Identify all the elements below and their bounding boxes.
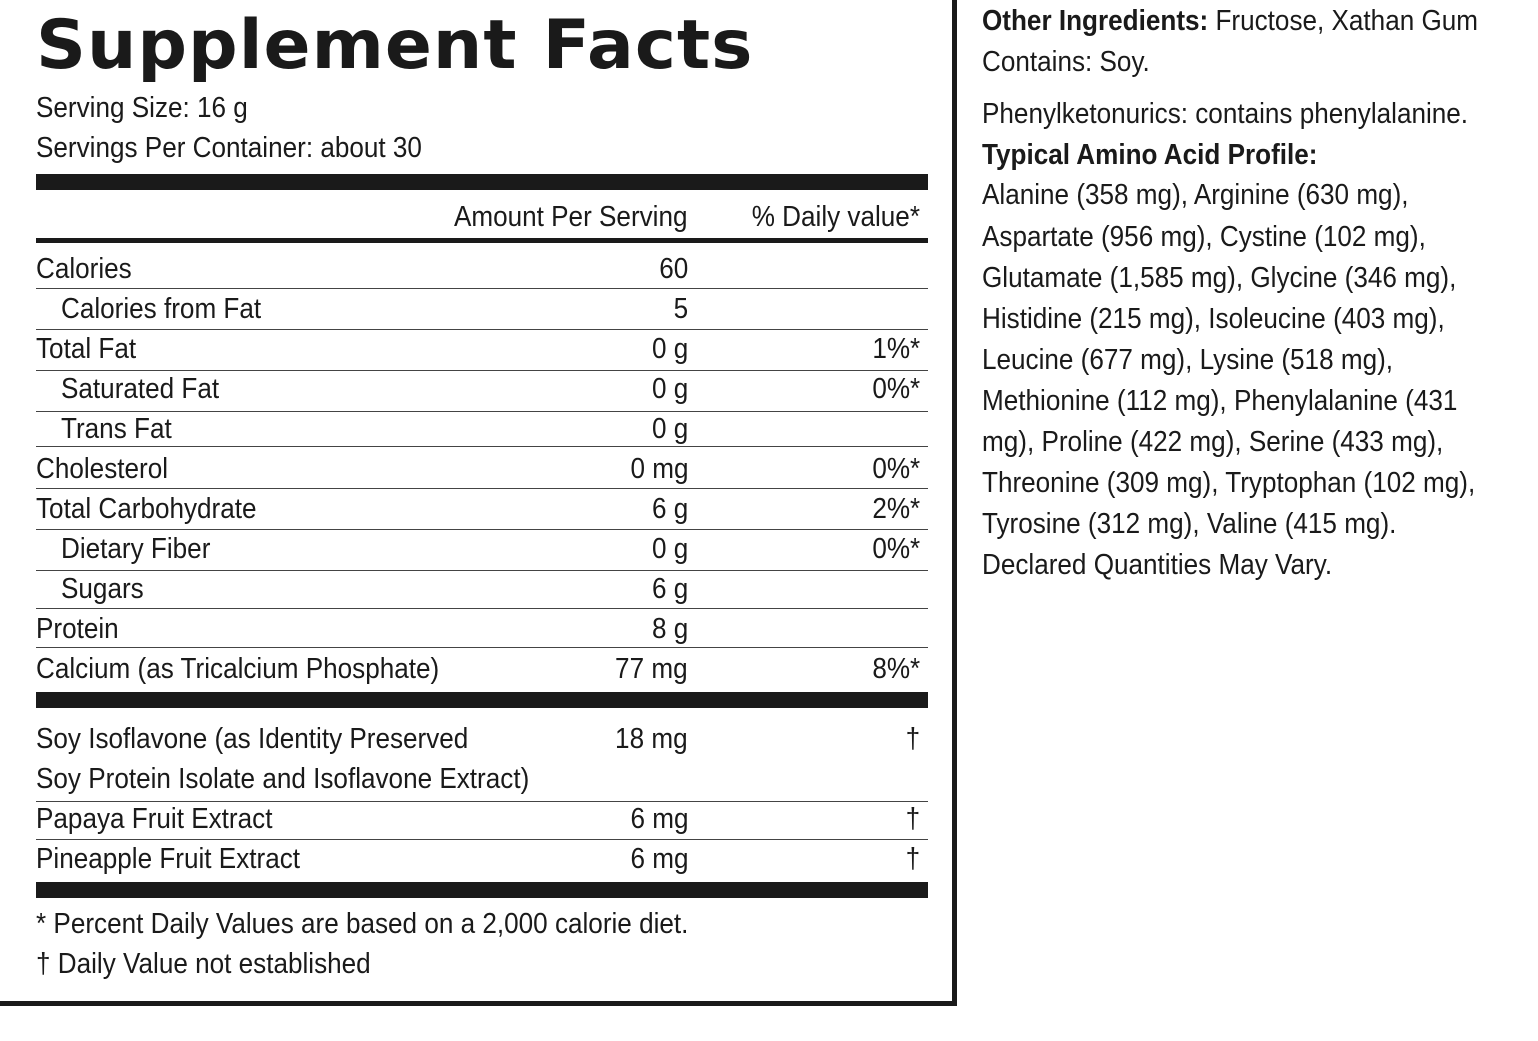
ingredient-name-line2: Soy Protein Isolate and Isoflavone Extract) xyxy=(36,763,530,795)
table-row xyxy=(36,250,928,288)
serving-size: Serving Size: 16 g xyxy=(36,92,248,124)
amino-line: mg), Proline (422 mg), Serine (433 mg), xyxy=(982,426,1444,458)
amino-line: Methionine (112 mg), Phenylalanine (431 xyxy=(982,385,1458,417)
thick-divider xyxy=(36,692,928,708)
nutrient-name: Cholesterol xyxy=(36,453,169,485)
table-row xyxy=(36,720,928,798)
table-row xyxy=(36,800,928,838)
nutrient-name: Saturated Fat xyxy=(61,373,220,405)
daily-value-column-header: % Daily value* xyxy=(751,201,920,233)
nutrient-amount: 8 g xyxy=(651,613,688,645)
ingredient-name-line1: Soy Isoflavone (as Identity Preserved xyxy=(36,723,469,755)
table-row xyxy=(36,570,928,608)
amino-line: Tyrosine (312 mg), Valine (415 mg). xyxy=(982,508,1397,540)
row-divider xyxy=(36,446,928,447)
nutrient-name: Sugars xyxy=(61,573,144,605)
nutrient-amount: 6 g xyxy=(651,573,688,605)
footnote-percent-dv: * Percent Daily Values are based on a 2,000 calorie diet. xyxy=(36,908,689,940)
nutrient-daily-value: 0%* xyxy=(872,533,920,565)
nutrient-amount: 0 g xyxy=(651,413,688,445)
nutrient-amount: 0 mg xyxy=(629,453,688,485)
table-row xyxy=(36,490,928,528)
other-ingredients xyxy=(982,2,1478,40)
nutrient-name: Calories xyxy=(36,253,132,285)
ingredient-amount: 6 mg xyxy=(629,843,688,875)
nutrient-name: Protein xyxy=(36,613,119,645)
nutrient-daily-value: 1%* xyxy=(872,333,920,365)
row-divider xyxy=(36,647,928,648)
amino-line: Leucine (677 mg), Lysine (518 mg), xyxy=(982,344,1394,376)
footnote-dv-not-established: † Daily Value not established xyxy=(36,948,371,980)
amino-acid-heading: Typical Amino Acid Profile: xyxy=(982,139,1318,171)
table-row xyxy=(36,410,928,448)
nutrient-amount: 0 g xyxy=(651,333,688,365)
row-divider xyxy=(36,608,928,609)
nutrient-daily-value: 2%* xyxy=(872,493,920,525)
amino-line: Glutamate (1,585 mg), Glycine (346 mg), xyxy=(982,262,1457,294)
nutrient-name: Calories from Fat xyxy=(61,293,262,325)
row-divider xyxy=(36,288,928,289)
nutrient-daily-value: 0%* xyxy=(872,373,920,405)
other-ingredients-value: Fructose, Xathan Gum xyxy=(1208,5,1479,37)
nutrient-amount: 6 g xyxy=(651,493,688,525)
table-row xyxy=(36,610,928,648)
other-ingredients-label: Other Ingredients: xyxy=(982,5,1209,37)
allergen-statement: Contains: Soy. xyxy=(982,46,1150,78)
amount-column-header: Amount Per Serving xyxy=(454,201,688,233)
amino-line: Threonine (309 mg), Tryptophan (102 mg), xyxy=(982,467,1476,499)
nutrient-amount: 77 mg xyxy=(615,653,688,685)
pku-warning: Phenylketonurics: contains phenylalanine. xyxy=(982,98,1469,130)
amino-line: Alanine (358 mg), Arginine (630 mg), xyxy=(982,179,1409,211)
nutrient-name: Total Fat xyxy=(36,333,137,365)
nutrient-name: Calcium (as Tricalcium Phosphate) xyxy=(36,653,440,685)
table-row xyxy=(36,330,928,368)
nutrient-name: Trans Fat xyxy=(61,413,172,445)
row-divider xyxy=(36,488,928,489)
panel-title: Supplement Facts xyxy=(36,6,754,85)
table-row xyxy=(36,530,928,568)
table-row xyxy=(36,450,928,488)
amino-line: Aspartate (956 mg), Cystine (102 mg), xyxy=(982,221,1426,253)
thick-divider xyxy=(36,174,928,190)
table-row xyxy=(36,650,928,688)
nutrient-daily-value: 8%* xyxy=(872,653,920,685)
ingredient-amount: 18 mg xyxy=(615,723,688,755)
quantities-disclaimer: Declared Quantities May Vary. xyxy=(982,549,1333,581)
ingredient-amount: 6 mg xyxy=(629,803,688,835)
nutrient-name: Dietary Fiber xyxy=(61,533,211,565)
nutrient-daily-value: 0%* xyxy=(872,453,920,485)
thick-divider xyxy=(36,882,928,898)
ingredient-daily-value: † xyxy=(905,723,920,755)
nutrient-amount: 5 xyxy=(673,293,688,325)
ingredient-daily-value: † xyxy=(905,843,920,875)
header-divider xyxy=(36,238,928,243)
amino-line: Histidine (215 mg), Isoleucine (403 mg), xyxy=(982,303,1445,335)
ingredient-daily-value: † xyxy=(905,803,920,835)
servings-per-container: Servings Per Container: about 30 xyxy=(36,132,422,164)
table-row xyxy=(36,290,928,328)
ingredient-name: Pineapple Fruit Extract xyxy=(36,843,301,875)
nutrient-name: Total Carbohydrate xyxy=(36,493,257,525)
nutrient-amount: 60 xyxy=(658,253,688,285)
nutrient-amount: 0 g xyxy=(651,373,688,405)
ingredient-name: Papaya Fruit Extract xyxy=(36,803,273,835)
table-row xyxy=(36,370,928,408)
nutrient-amount: 0 g xyxy=(651,533,688,565)
column-header-row xyxy=(36,198,928,236)
table-row xyxy=(36,840,928,878)
